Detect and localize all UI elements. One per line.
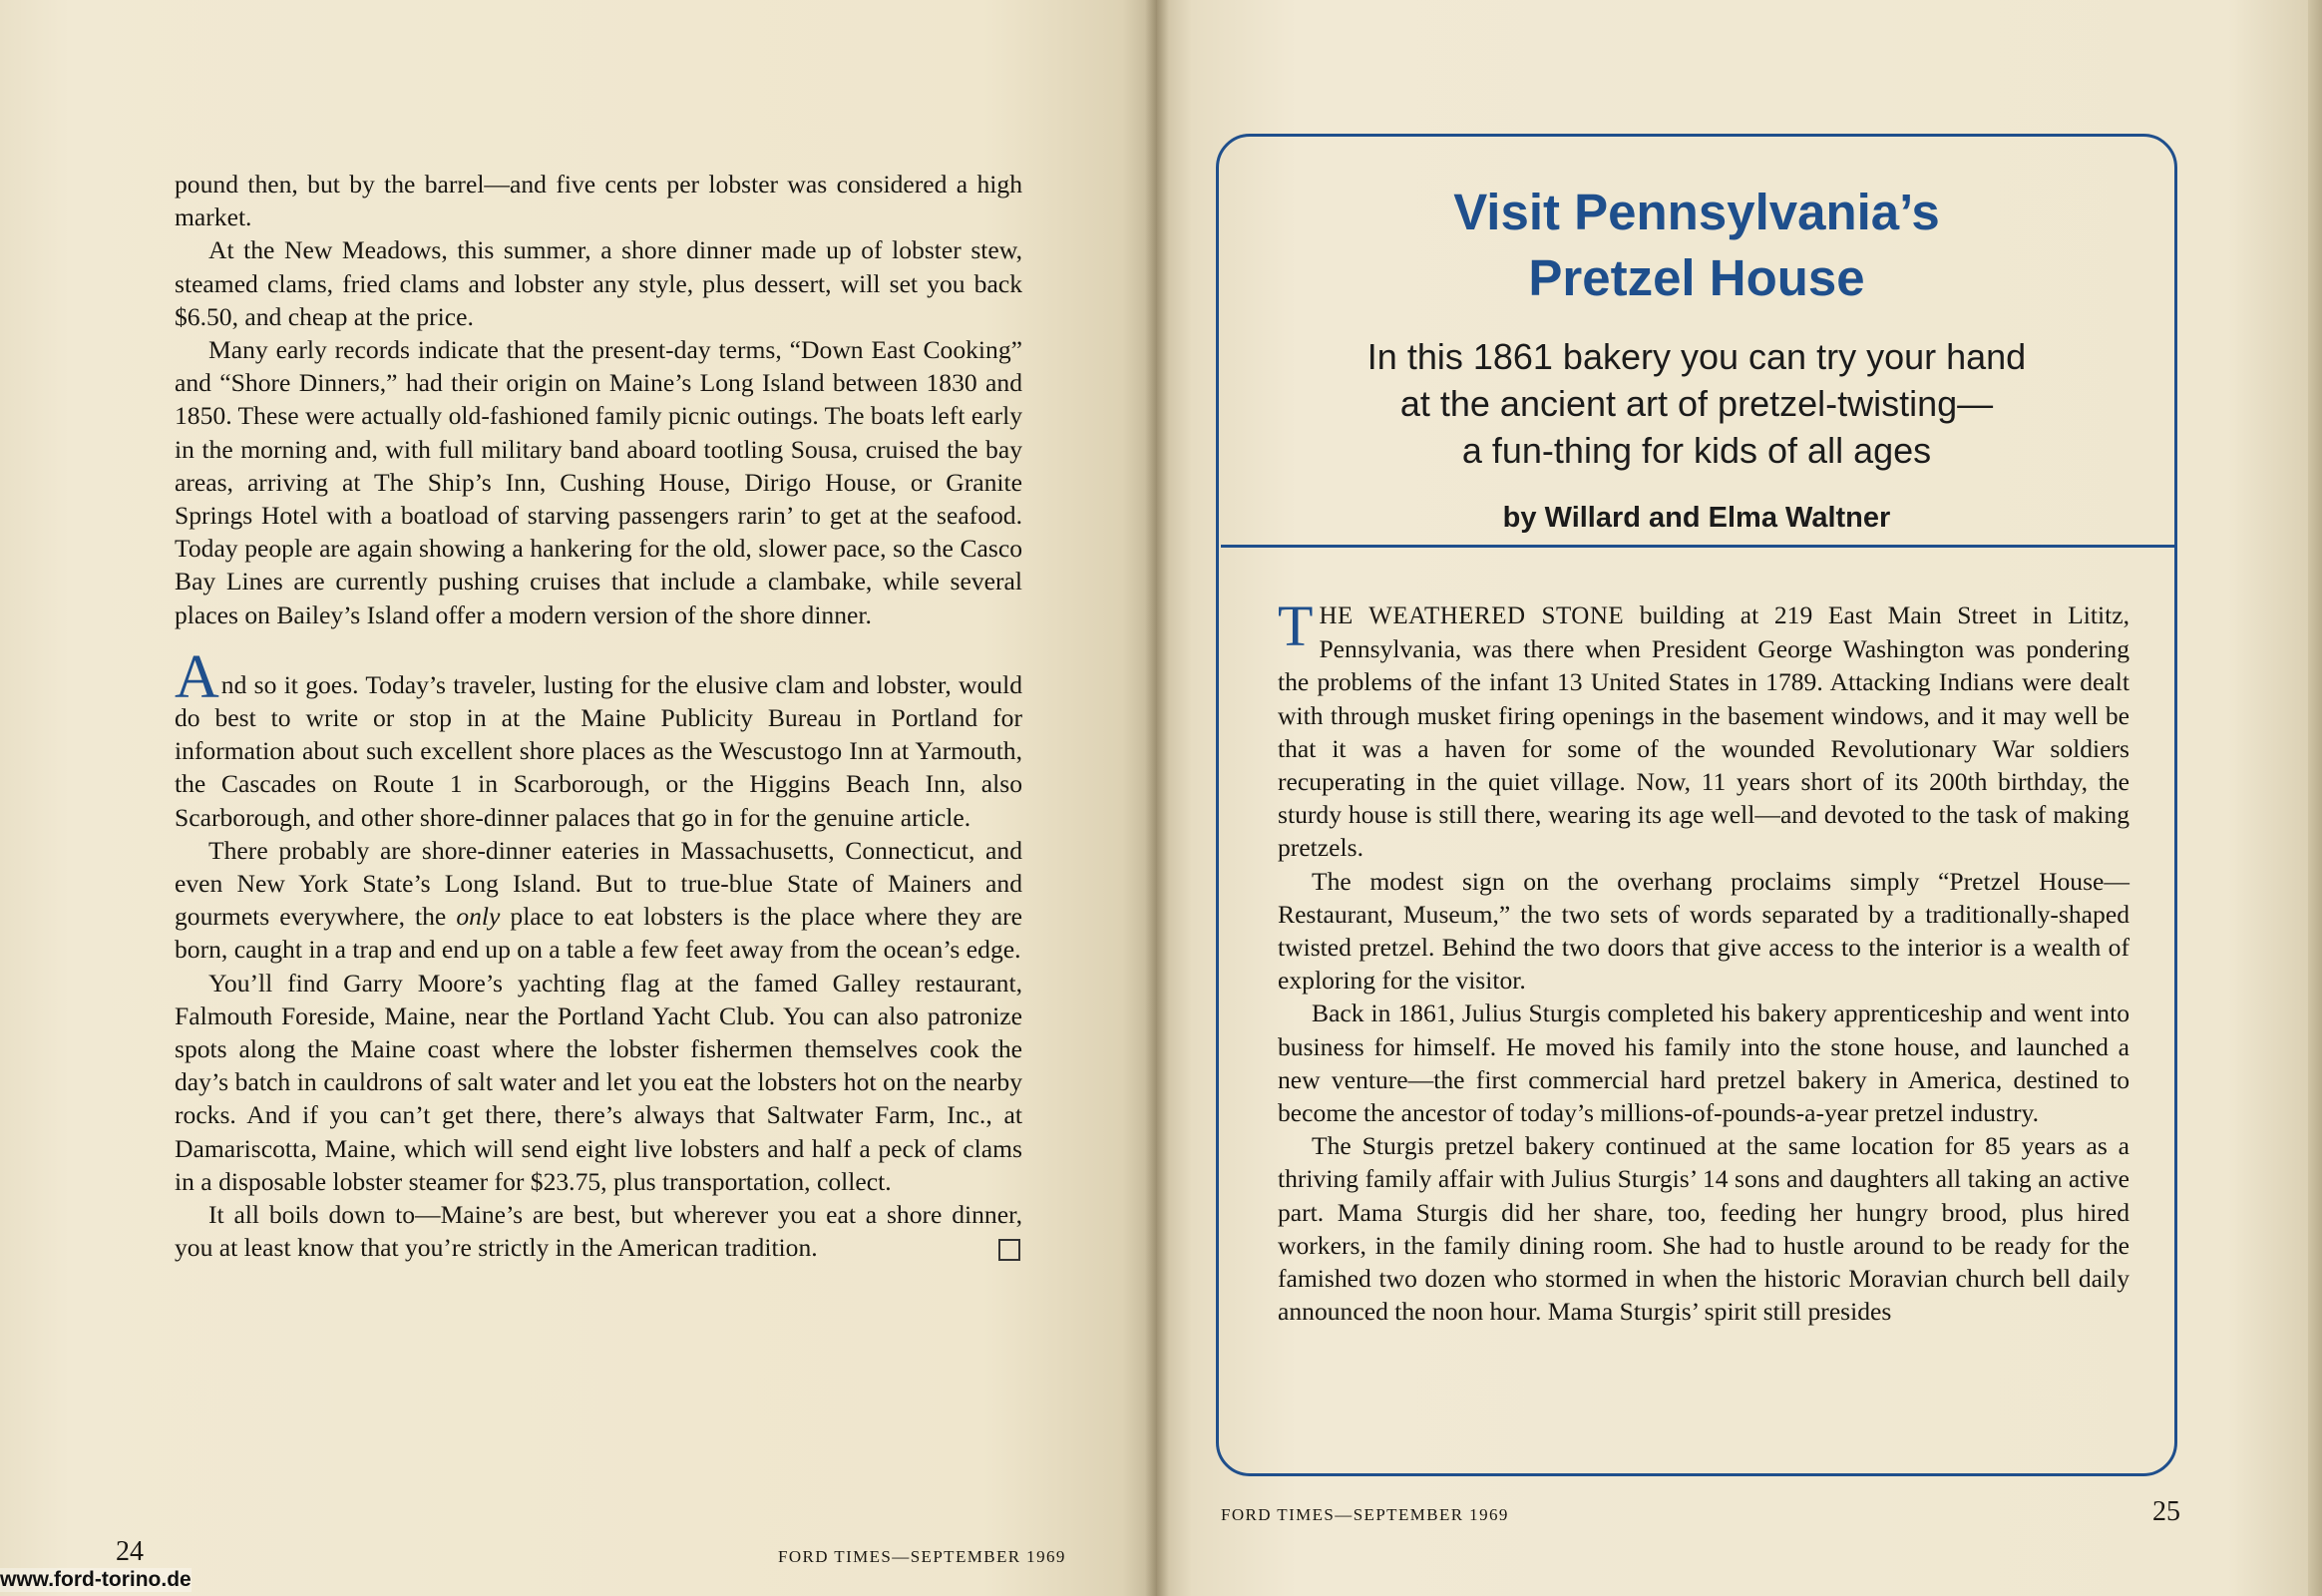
watermark: www.ford-torino.de [0, 1568, 192, 1591]
drop-cap: A [175, 642, 219, 711]
deck-line: at the ancient art of pretzel-twisting— [1399, 383, 1994, 424]
article-deck [1219, 333, 2174, 474]
body-paragraph [175, 834, 1022, 967]
italic-word: only [456, 902, 501, 932]
deck-line: a fun-thing for kids of all ages [1461, 430, 1932, 471]
paragraph-text: place to eat lobsters is the place where they are born, caught in a trap and end up on a table a few feet away from the ocean’s edge. [175, 902, 1022, 965]
lead-smallcaps: HE WEATHERED STONE [1319, 602, 1625, 629]
body-paragraph: At the New Meadows, this summer, a shore dinner made up of lobster stew, steamed clams, fried clams and lobster any style, plus dessert, will set you back $6.50, and cheap at the price. [175, 235, 1022, 331]
book-gutter [1145, 0, 1169, 1596]
body-paragraph: You’ll find Garry Moore’s yachting flag at the famed Galley restaurant, Falmouth Foreside, Maine, near the Portland Yacht Club. You can also patronize spots along the Maine coast where the lobster fishermen themselves cook the day’s batch in cauldrons of salt water and let you eat the lobsters hot on the nearby rocks. And if you can’t get there, there’s always that Saltwater Farm, Inc., at Damariscotta, Maine, which will send eight live lobsters and half a peck of clams in a disposable lobster steamer for $23.75, plus transportation, collect. [175, 968, 1022, 1196]
body-paragraph: Many early records indicate that the present-day terms, “Down East Cooking” and “Shore Dinners,” had their origin on Maine’s Long Island between 1830 and 1850. These were actually old-fashioned family picnic outings. The boats left early in the morning and, with full military band aboard tootling Sousa, cruised the bay areas, arriving at The Ship’s Inn, Cushing House, Dirigo House, or Granite Springs Hotel with a boatload of starving passengers rarin’ to get at the seafood. Today people are again showing a hankering for the old, slower pace, so the Casco Bay Lines are currently pushing cruises that include a clambake, while several places on Bailey’s Island offer a modern version of the shore dinner. [175, 335, 1022, 629]
body-paragraph: The Sturgis pretzel bakery continued at the same location for 85 years as a thriving family affair with Julius Sturgis’ 14 sons and daughters all taking an active part. Mama Sturgis did her share, too, feeding her hungry brood, plus hired workers, in the family dining room. She had to hustle around to be ready for the famished two dozen who stormed in when the historic Moravian church bell daily announced the noon hour. Mama Sturgis’ spirit still presides [1278, 1131, 2129, 1327]
title-line: Visit Pennsylvania’s [1453, 184, 1940, 240]
running-footer: FORD TIMES—SEPTEMBER 1969 [778, 1547, 1066, 1566]
page-number: 25 [2152, 1496, 2180, 1527]
byline: by Willard and Elma Waltner [1502, 502, 1891, 534]
title-line: Pretzel House [1528, 249, 1865, 306]
body-paragraph: The modest sign on the overhang proclaims simply “Pretzel House—Restaurant, Museum,” the two sets of words separated by a traditionally-shaped twisted pretzel. Behind the two doors that give access to the interior is a wealth of exploring for the visitor. [1278, 866, 2129, 996]
final-paragraph [175, 1198, 1022, 1264]
left-page [0, 0, 1157, 1596]
running-footer: FORD TIMES—SEPTEMBER 1969 [1221, 1505, 1509, 1524]
page-number: 24 [116, 1536, 144, 1567]
page-edge [2308, 0, 2322, 1596]
body-paragraph: Back in 1861, Julius Sturgis completed his bakery apprenticeship and went into business for himself. He moved his family into the stone house, and launched a new venture—the first commercial hard pretzel bakery in America, destined to become the ancestor of today’s millions-of-pounds-a-year pretzel industry. [1278, 998, 2129, 1128]
paragraph-text: It all boils down to—Maine’s are best, but wherever you eat a shore dinner, you at least know that you’re strictly in the American tradition. [175, 1200, 1022, 1263]
drop-cap: T [1278, 594, 1314, 658]
article-title [1219, 180, 2174, 311]
lead-paragraph [1278, 594, 2129, 865]
article-header [1219, 180, 2174, 535]
body-paragraph: pound then, but by the barrel—and five cents per lobster was considered a high market. [175, 170, 1022, 232]
header-divider [1221, 545, 2176, 548]
right-article-column [1278, 594, 2129, 1328]
end-of-article-square-icon [998, 1239, 1020, 1261]
section-text: nd so it goes. Today’s traveler, lusting for the elusive clam and lobster, would do best to write or stop in at the Maine Publicity Bureau in Portland for information about such excellent shore places as the Wescustogo Inn at Yarmouth, the Cascades on Route 1 in Scarborough, or the Higgins Beach Inn, also Scarborough, and other shore-dinner palaces that go in for the genuine article. [175, 669, 1022, 832]
deck-line: In this 1861 bakery you can try your hand [1366, 336, 2027, 377]
section-paragraph [175, 642, 1022, 834]
left-article-column [175, 168, 1022, 1265]
lead-text: building at 219 East Main Street in Lititz, Pennsylvania, was there when President George Washington was pondering the problems of the infant 13 United States in 1789. Attacking Indians were dealt with through musket firing openings in the basement windows, and it may well be that it was a haven for some of the wounded Revolutionary War soldiers recuperating in the quiet village. Now, 11 years short of its 200th birthday, the sturdy house is still there, wearing its age well—and devoted to the task of making pretzels. [1278, 600, 2129, 863]
paragraph-text: There probably are shore-dinner eateries in Massachusetts, Connecticut, and even New York State’s Long Island. But to true-blue State of Mainers and gourmets everywhere, the [175, 835, 1022, 932]
